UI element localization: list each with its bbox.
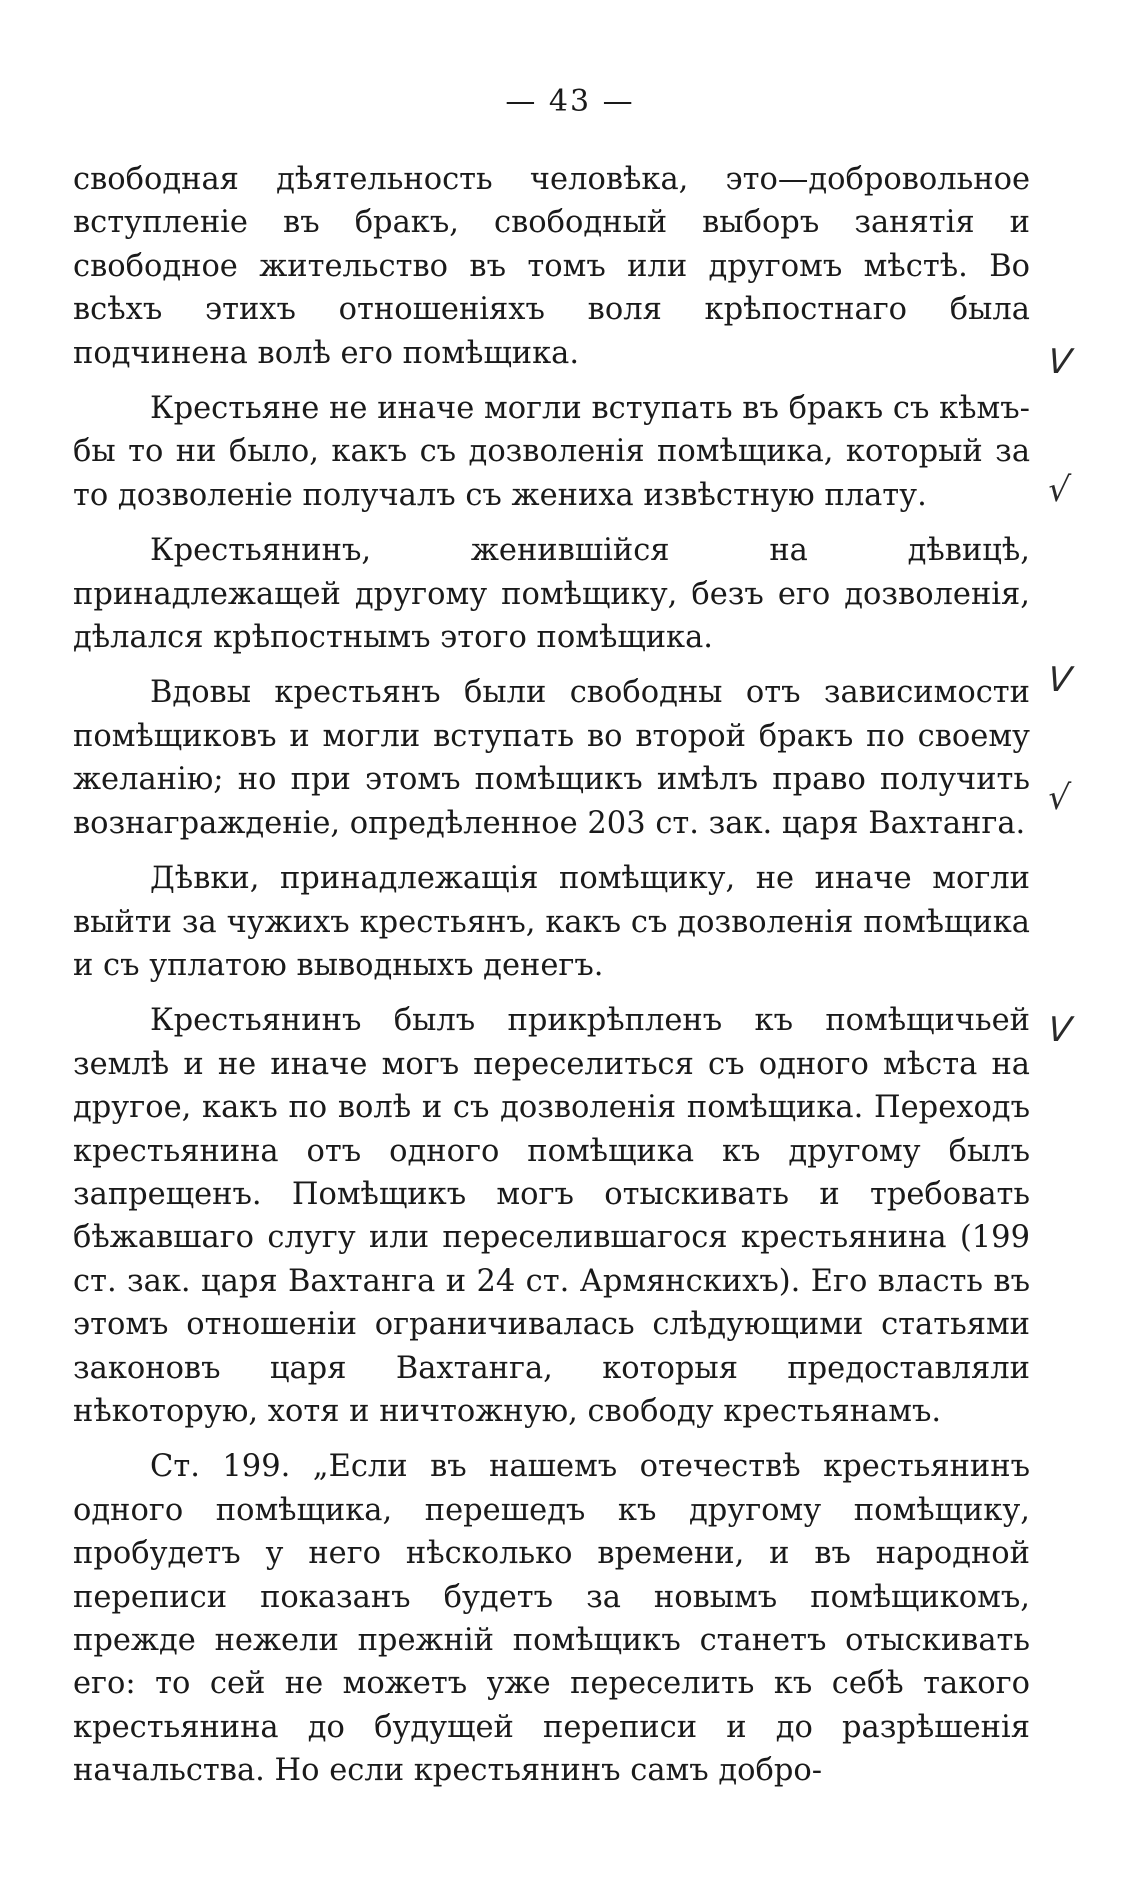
margin-check-mark-3: V	[1045, 660, 1074, 700]
paragraph-3: Крестьянинъ, женившійся на дѣвицѣ, принадлежащей другому помѣщику, безъ его дозволенія, дѣлался крѣпостнымъ этого помѣщика.	[73, 533, 1030, 656]
paragraph-2: Крестьяне не иначе могли вступать въ бракъ съ кѣмъ-бы то ни было, какъ съ дозволенія помѣщика, который за то дозволеніе получалъ съ жениха извѣстную плату.	[73, 391, 1030, 513]
margin-check-mark-1: V	[1045, 342, 1074, 382]
paragraph-7: Ст. 199. „Если въ нашемъ отечествѣ крестьянинъ одного помѣщика, перешедъ къ другому помѣщику, пробудетъ у него нѣсколько времени, и въ народной переписи показанъ будетъ за новымъ помѣщикомъ, прежде нежели прежній помѣщикъ станетъ отыскивать его: то сей не можетъ уже переселить къ себѣ такого крестьянина до будущей переписи и до разрѣшенія начальства. Но если крестьянинъ самъ добро-	[73, 1449, 1030, 1789]
margin-check-mark-5: V	[1045, 1010, 1074, 1050]
margin-check-mark-2: √	[1045, 470, 1072, 510]
paragraph-4: Вдовы крестьянъ были свободны отъ зависимости помѣщиковъ и могли вступать во второй бракъ по своему желанію; но при этомъ помѣщикъ имѣлъ право получить вознагражденіе, опредѣленное 203 ст. зак. царя Вахтанга.	[73, 675, 1030, 841]
margin-check-mark-4: √	[1045, 778, 1072, 818]
body-text	[73, 158, 1030, 1805]
page-number: — 43 —	[505, 84, 635, 119]
paragraph-5: Дѣвки, принадлежащія помѣщику, не иначе могли выйти за чужихъ крестьянъ, какъ съ дозволенія помѣщика и съ уплатою выводныхъ денегъ.	[73, 861, 1030, 983]
paragraph-6: Крестьянинъ былъ прикрѣпленъ къ помѣщичьей землѣ и не иначе могъ переселиться съ одного мѣста на другое, какъ по волѣ и съ дозволенія помѣщика. Переходъ крестьянина отъ одного помѣщика къ другому былъ запрещенъ. Помѣщикъ могъ отыскивать и требовать бѣжавшаго слугу или переселившагося крестьянина (199 ст. зак. царя Вахтанга и 24 ст. Армянскихъ). Его власть въ этомъ отношеніи ограничивалась слѣдующими статьями законовъ царя Вахтанга, которыя предоставляли нѣкоторую, хотя и ничтожную, свободу крестьянамъ.	[73, 1003, 1030, 1429]
paragraph-1: свободная дѣятельность человѣка, это—добровольное вступленіе въ бракъ, свободный выборъ занятія и свободное жительство въ томъ или другомъ мѣстѣ. Во всѣхъ этихъ отношеніяхъ воля крѣпостнаго была подчинена волѣ его помѣщика.	[73, 162, 1030, 371]
